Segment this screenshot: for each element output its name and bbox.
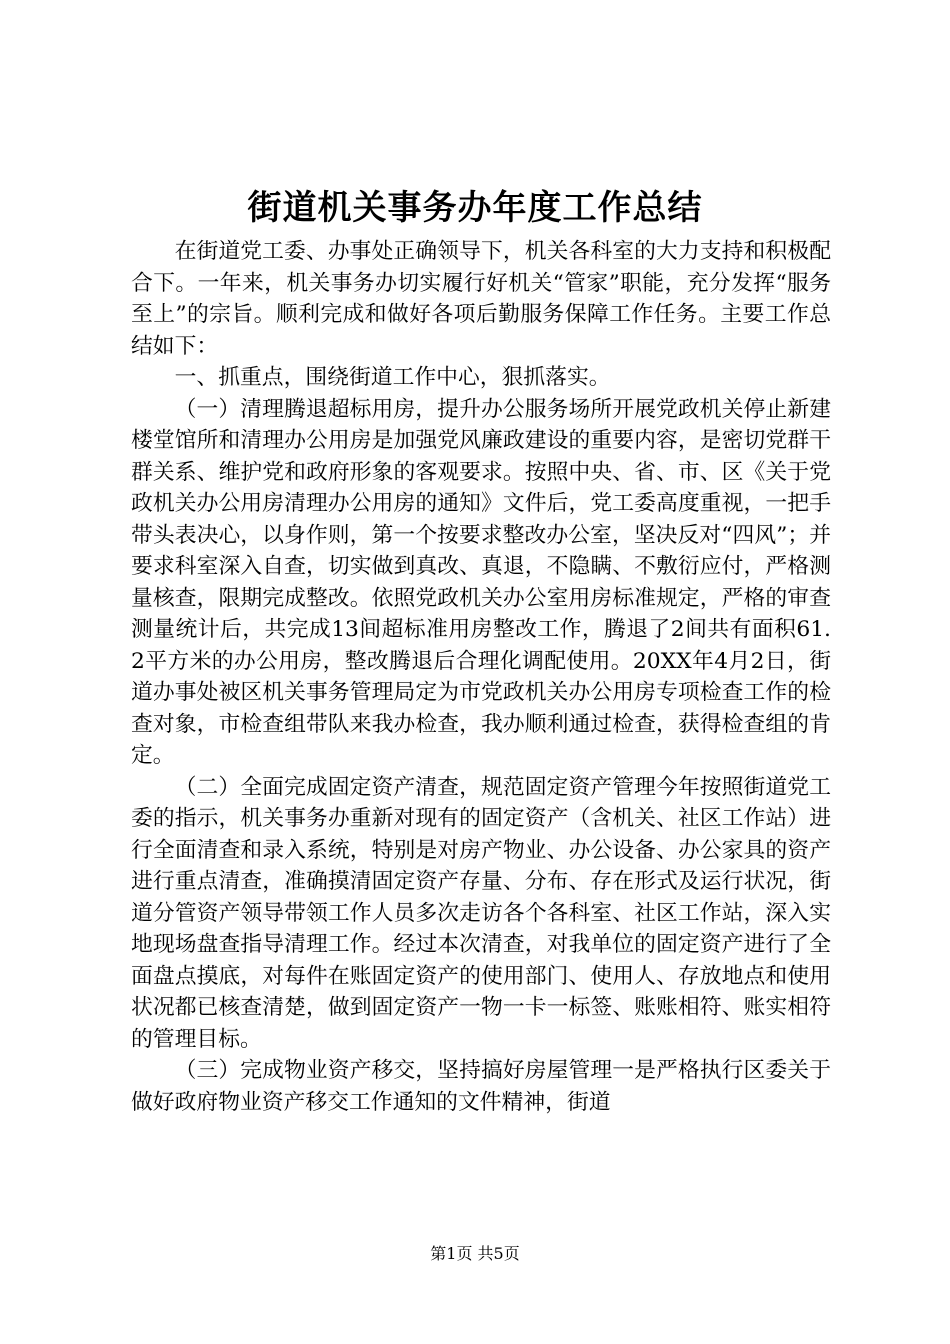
paragraph-item-2: （二）全面完成固定资产清查，规范固定资产管理今年按照街道党工委的指示，机关事务办重新对现有的固定资产（含机关、社区工作站）进行全面清查和录入系统，特别是对房产物业、办公设备、办公家具的资产进行重点清查，准确摸清固定资产存量、分布、存在形式及运行状况，街道分管资产领导带领工作人员多次走访各个各科室、社区工作站，深入实地现场盘查指导清理工作。经过本次清查，对我单位的固定资产进行了全面盘点摸底，对每件在账固定资产的使用部门、使用人、存放地点和使用状况都已核查清楚，做到固定资产一物一卡一标签、账账相符、账实相符的管理目标。 <box>131 774 831 1052</box>
page-number-footer: 第1页 共5页 <box>430 1244 520 1263</box>
paragraph-intro: 在街道党工委、办事处正确领导下，机关各科室的大力支持和积极配合下。一年来，机关事务办切实履行好机关“管家”职能，充分发挥“服务至上”的宗旨。顺利完成和做好各项后勤服务保障工作任务。主要工作总结如下： <box>131 239 831 359</box>
document-body <box>131 236 831 1118</box>
section-heading-1: 一、抓重点，围绕街道工作中心，狠抓落实。 <box>174 365 611 390</box>
paragraph-item-3: （三）完成物业资产移交，坚持搞好房屋管理一是严格执行区委关于做好政府物业资产移交工作通知的文件精神，街道 <box>131 1058 831 1115</box>
document-title: 街道机关事务办年度工作总结 <box>247 188 703 228</box>
paragraph-item-1: （一）清理腾退超标用房，提升办公服务场所开展党政机关停止新建楼堂馆所和清理办公用房是加强党风廉政建设的重要内容，是密切党群干群关系、维护党和政府形象的客观要求。按照中央、省、市、区《关于党政机关办公用房清理办公用房的通知》文件后，党工委高度重视，一把手带头表决心，以身作则，第一个按要求整改办公室，坚决反对“四风”；并要求科室深入自查，切实做到真改、真退，不隐瞒、不敷衍应付，严格测量核查，限期完成整改。依照党政机关办公室用房标准规定，严格的审查测量统计后，共完成13间超标准用房整改工作，腾退了2间共有面积61.2平方米的办公用房，整改腾退后合理化调配使用。20XX年4月2日，街道办事处被区机关事务管理局定为市党政机关办公用房专项检查工作的检查对象，市检查组带队来我办检查，我办顺利通过检查，获得检查组的肯定。 <box>131 396 831 768</box>
